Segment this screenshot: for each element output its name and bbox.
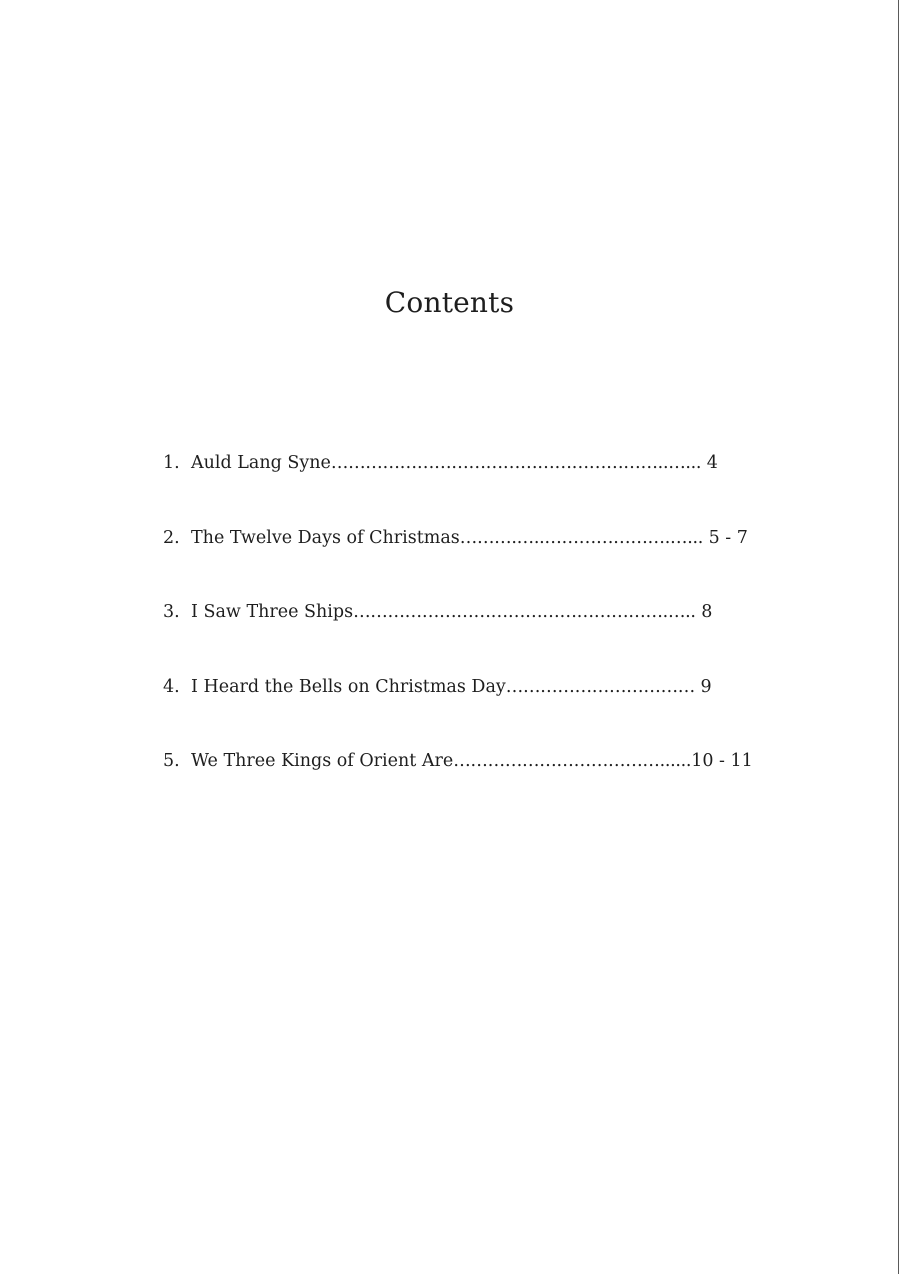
toc-entry-leader: ……….…..………………….…... [459, 527, 704, 548]
toc-entry-number: 2. [163, 527, 180, 548]
toc-entry-leader: ……………………………………………….….. [353, 602, 696, 622]
toc-entry-pages: 5 - 7 [703, 527, 748, 548]
toc-entry [163, 450, 753, 525]
toc-entry-title: I Saw Three Ships [191, 602, 354, 622]
toc-entry-number: 3. [163, 602, 180, 622]
toc-entry [163, 525, 753, 600]
table-of-contents [163, 450, 753, 823]
toc-entry-number: 1. [163, 453, 180, 473]
toc-entry-title: The Twelve Days of Christmas [191, 527, 460, 548]
toc-entry-leader: …………………………………………………..…... [330, 453, 702, 473]
toc-entry [163, 674, 753, 749]
toc-entry-leader: ………………………………...... [453, 751, 692, 771]
toc-entry-pages: 9 [694, 676, 712, 697]
toc-entry-number: 4. [163, 676, 180, 697]
toc-entry-number: 5. [163, 751, 180, 771]
toc-entry-pages: 4 [701, 453, 718, 473]
toc-entry-pages: 8 [695, 602, 713, 622]
toc-entry-title: I Heard the Bells on Christmas Day [191, 676, 506, 697]
toc-entry-title: Auld Lang Syne [191, 453, 331, 473]
toc-entry-pages: 10 - 11 [691, 751, 753, 771]
toc-entry-title: We Three Kings of Orient Are [191, 751, 454, 771]
page-title: Contents [384, 286, 515, 319]
toc-entry [163, 748, 753, 823]
toc-entry [163, 599, 753, 674]
toc-entry-leader: …………………………… [505, 676, 695, 697]
